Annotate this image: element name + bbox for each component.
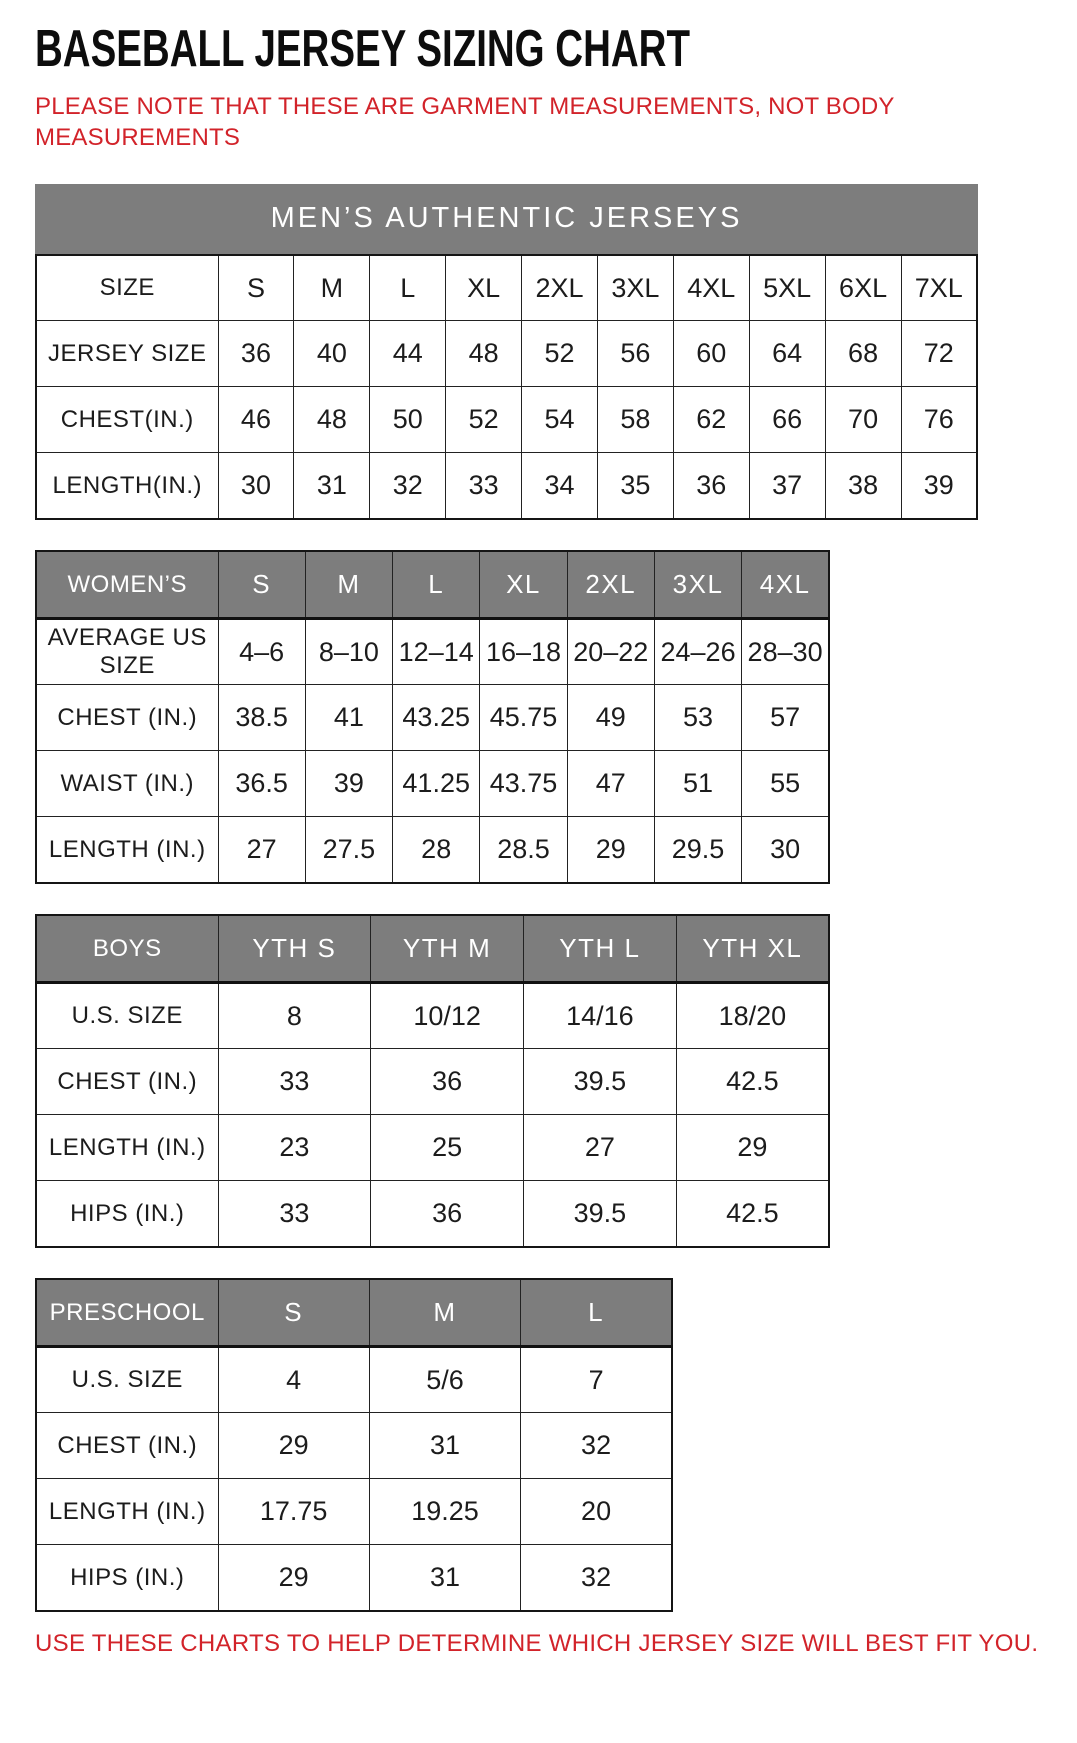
table-header-label: BOYS [36,915,218,983]
value-cell: 7XL [901,255,977,321]
table-header-cell: M [369,1279,520,1347]
table-row [36,387,977,453]
value-cell: 37 [749,453,825,519]
table-row [36,983,829,1049]
table-row [36,817,829,883]
value-cell: 32 [521,1545,672,1611]
womens-sizing-table [35,550,830,884]
row-label: LENGTH(IN.) [36,453,218,519]
value-cell: 52 [522,321,598,387]
value-cell: 62 [673,387,749,453]
value-cell: 50 [370,387,446,453]
value-cell: 58 [597,387,673,453]
value-cell: 35 [597,453,673,519]
table-header-cell: YTH XL [676,915,829,983]
table-row [36,1049,829,1115]
value-cell: 29 [218,1413,369,1479]
table-header-label: PRESCHOOL [36,1279,218,1347]
value-cell: 49 [567,685,654,751]
mens-banner: MEN’S AUTHENTIC JERSEYS [35,184,978,254]
value-cell: 33 [218,1049,371,1115]
row-label: JERSEY SIZE [36,321,218,387]
value-cell: 39 [305,751,392,817]
value-cell: 60 [673,321,749,387]
value-cell: 16–18 [480,619,567,685]
value-cell: 2XL [522,255,598,321]
table-header-cell: XL [480,551,567,619]
row-label: HIPS (IN.) [36,1545,218,1611]
value-cell: 31 [369,1413,520,1479]
value-cell: 42.5 [676,1049,829,1115]
value-cell: 8 [218,983,371,1049]
row-label: LENGTH (IN.) [36,817,218,883]
table-row [36,751,829,817]
value-cell: 36 [673,453,749,519]
value-cell: 45.75 [480,685,567,751]
row-label: HIPS (IN.) [36,1181,218,1247]
table-header-cell: M [305,551,392,619]
page-title [35,22,1047,77]
table-header-cell: YTH L [524,915,677,983]
value-cell: 34 [522,453,598,519]
table-header-cell: S [218,551,305,619]
value-cell: 28.5 [480,817,567,883]
table-row [36,453,977,519]
value-cell: 3XL [597,255,673,321]
womens-section [35,550,1047,884]
value-cell: 72 [901,321,977,387]
value-cell: 68 [825,321,901,387]
value-cell: 43.25 [393,685,480,751]
value-cell: 51 [654,751,741,817]
value-cell: 40 [294,321,370,387]
row-label: CHEST (IN.) [36,1413,218,1479]
value-cell: 23 [218,1115,371,1181]
value-cell: 17.75 [218,1479,369,1545]
row-label: WAIST (IN.) [36,751,218,817]
value-cell: 7 [521,1347,672,1413]
row-label: AVERAGE US SIZE [36,619,218,685]
value-cell: 25 [371,1115,524,1181]
row-label: LENGTH (IN.) [36,1479,218,1545]
table-header-row [36,1279,672,1347]
value-cell: 27.5 [305,817,392,883]
preschool-section [35,1278,1047,1612]
value-cell: 38.5 [218,685,305,751]
mens-section [35,184,1047,520]
value-cell: 54 [522,387,598,453]
value-cell: M [294,255,370,321]
value-cell: 27 [218,817,305,883]
table-header-cell: 3XL [654,551,741,619]
value-cell: 4–6 [218,619,305,685]
value-cell: 20–22 [567,619,654,685]
value-cell: 31 [294,453,370,519]
value-cell: 8–10 [305,619,392,685]
value-cell: 29.5 [654,817,741,883]
value-cell: 33 [446,453,522,519]
value-cell: 10/12 [371,983,524,1049]
value-cell: 41 [305,685,392,751]
value-cell: 36 [371,1181,524,1247]
value-cell: 29 [218,1545,369,1611]
value-cell: 32 [521,1413,672,1479]
table-header-cell: YTH M [371,915,524,983]
value-cell: 31 [369,1545,520,1611]
value-cell: 18/20 [676,983,829,1049]
value-cell: 48 [446,321,522,387]
value-cell: 27 [524,1115,677,1181]
value-cell: 39.5 [524,1181,677,1247]
value-cell: 46 [218,387,294,453]
value-cell: 12–14 [393,619,480,685]
value-cell: 55 [742,751,829,817]
value-cell: 28–30 [742,619,829,685]
value-cell: 57 [742,685,829,751]
value-cell: 56 [597,321,673,387]
value-cell: 42.5 [676,1181,829,1247]
table-header-cell: L [393,551,480,619]
value-cell: 14/16 [524,983,677,1049]
table-row [36,1347,672,1413]
value-cell: 36 [371,1049,524,1115]
table-row [36,1413,672,1479]
value-cell: 43.75 [480,751,567,817]
value-cell: 32 [370,453,446,519]
value-cell: 48 [294,387,370,453]
value-cell: 39 [901,453,977,519]
value-cell: 64 [749,321,825,387]
row-label: CHEST (IN.) [36,685,218,751]
value-cell: 47 [567,751,654,817]
table-header-cell: YTH S [218,915,371,983]
table-row [36,321,977,387]
table-row [36,685,829,751]
table-header-cell: S [218,1279,369,1347]
table-row [36,1545,672,1611]
row-label: SIZE [36,255,218,321]
value-cell: XL [446,255,522,321]
value-cell: 29 [676,1115,829,1181]
value-cell: 5/6 [369,1347,520,1413]
value-cell: 70 [825,387,901,453]
row-label: U.S. SIZE [36,983,218,1049]
table-row [36,1181,829,1247]
preschool-sizing-table [35,1278,673,1612]
footer-note: USE THESE CHARTS TO HELP DETERMINE WHICH JERSEY SIZE WILL BEST FIT YOU. [35,1629,1039,1657]
value-cell: 44 [370,321,446,387]
value-cell: L [370,255,446,321]
row-label: CHEST (IN.) [36,1049,218,1115]
value-cell: 36 [218,321,294,387]
value-cell: 53 [654,685,741,751]
row-label: CHEST(IN.) [36,387,218,453]
value-cell: 4XL [673,255,749,321]
table-row [36,255,977,321]
row-label: LENGTH (IN.) [36,1115,218,1181]
value-cell: 33 [218,1181,371,1247]
table-row [36,1479,672,1545]
value-cell: 38 [825,453,901,519]
value-cell: 66 [749,387,825,453]
value-cell: 6XL [825,255,901,321]
value-cell: 76 [901,387,977,453]
value-cell: 36.5 [218,751,305,817]
value-cell: 20 [521,1479,672,1545]
table-header-label: WOMEN’S [36,551,218,619]
boys-sizing-table [35,914,830,1248]
table-header-cell: L [521,1279,672,1347]
row-label: U.S. SIZE [36,1347,218,1413]
value-cell: 19.25 [369,1479,520,1545]
boys-section [35,914,1047,1248]
page-title-text: BASEBALL JERSEY SIZING CHART [35,20,690,78]
value-cell: 5XL [749,255,825,321]
value-cell: 52 [446,387,522,453]
value-cell: 41.25 [393,751,480,817]
value-cell: 4 [218,1347,369,1413]
table-header-row [36,915,829,983]
value-cell: 29 [567,817,654,883]
table-row [36,619,829,685]
value-cell: 39.5 [524,1049,677,1115]
value-cell: 24–26 [654,619,741,685]
mens-sizing-table [35,254,978,520]
table-header-cell: 2XL [567,551,654,619]
table-row [36,1115,829,1181]
table-header-cell: 4XL [742,551,829,619]
garment-measurements-note: PLEASE NOTE THAT THESE ARE GARMENT MEASUREMENTS, NOT BODY MEASUREMENTS [35,92,895,152]
table-header-row [36,551,829,619]
value-cell: 28 [393,817,480,883]
value-cell: 30 [218,453,294,519]
value-cell: 30 [742,817,829,883]
value-cell: S [218,255,294,321]
